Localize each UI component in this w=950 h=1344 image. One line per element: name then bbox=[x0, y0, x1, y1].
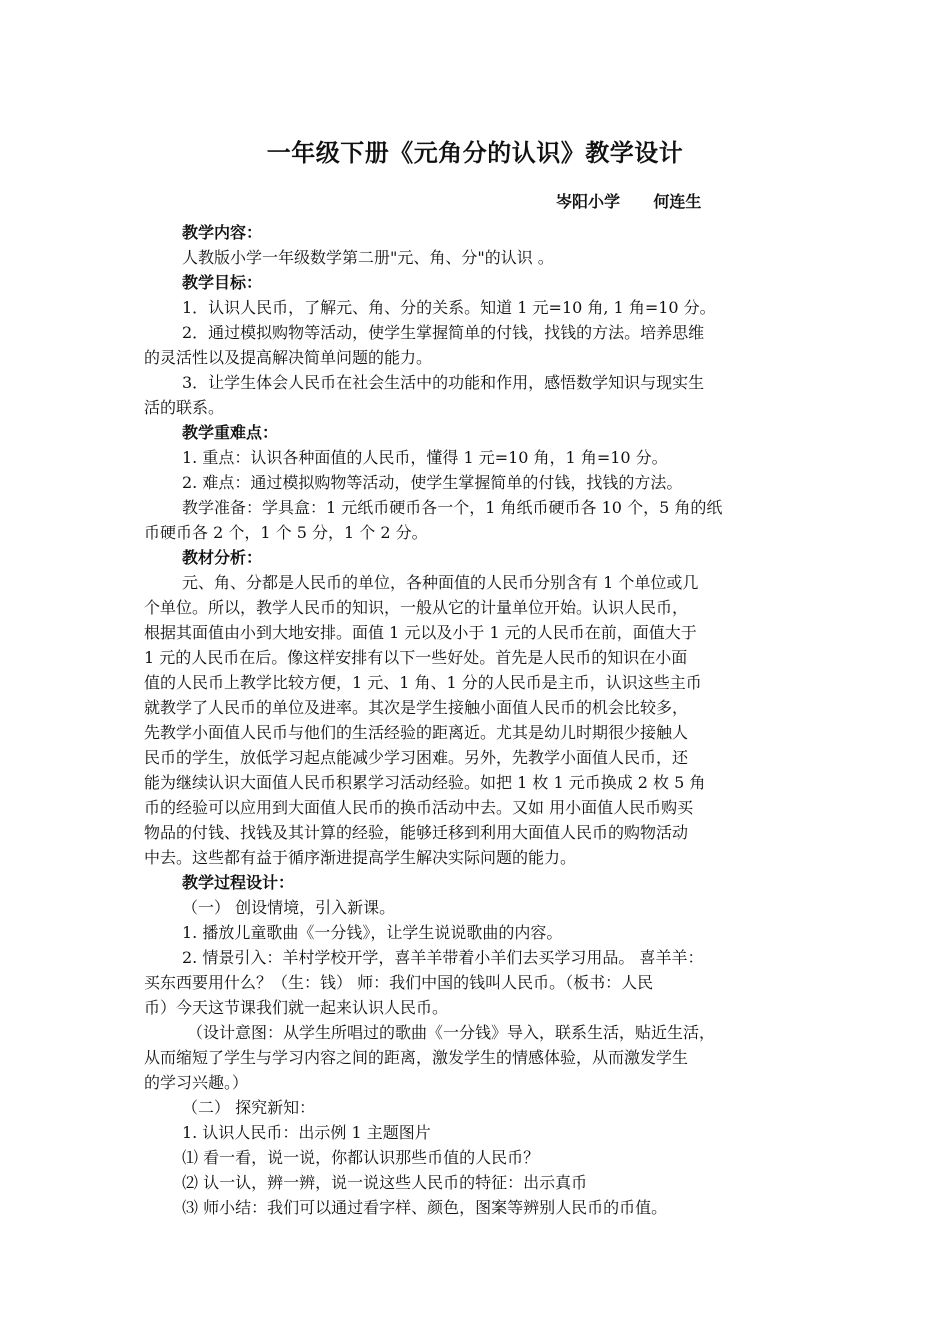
section-heading: 教学重难点： bbox=[182, 423, 279, 442]
section-heading: 教材分析： bbox=[182, 548, 263, 567]
body-line: 先教学小面值人民币与他们的生活经验的距离近。尤其是幼儿时期很少接触人 bbox=[144, 723, 689, 742]
body-line: （设计意图：从学生所唱过的歌曲《一分钱》导入，联系生活，贴近生活， bbox=[187, 1023, 716, 1042]
body-line: 物品的付钱、找钱及其计算的经验，能够迁移到利用大面值人民币的购物活动 bbox=[144, 823, 689, 842]
body-line: 的灵活性以及提高解决简单问题的能力。 bbox=[144, 348, 433, 367]
body-line: 2．通过模拟购物等活动，使学生掌握简单的付钱，找钱的方法。培养思维 bbox=[182, 323, 705, 342]
body-line: 民币的学生，放低学习起点能减少学习困难。另外，先教学小面值人民币，还 bbox=[144, 748, 689, 767]
body-line: 1．认识人民币，了解元、角、分的关系。知道 1 元=10 角, 1 角=10 分。 bbox=[182, 298, 716, 317]
body-line: 的学习兴趣。） bbox=[144, 1073, 249, 1092]
body-line: 值的人民币上教学比较方便，1 元、1 角、1 分的人民币是主币，认识这些主币 bbox=[144, 673, 702, 692]
section-heading: 教学目标： bbox=[182, 273, 263, 292]
body-line: 1. 认识人民币：出示例 1 主题图片 bbox=[182, 1123, 431, 1142]
body-line: 根据其面值由小到大地安排。面值 1 元以及小于 1 元的人民币在前，面值大于 bbox=[144, 623, 697, 642]
body-line: 元、角、分都是人民币的单位，各种面值的人民币分别含有 1 个单位或几 bbox=[182, 573, 699, 592]
body-line: 买东西要用什么？（生：钱） 师：我们中国的钱叫人民币。（板书：人民 bbox=[144, 973, 654, 992]
body-line: 个单位。所以，教学人民币的知识，一般从它的计量单位开始。认识人民币， bbox=[144, 598, 689, 617]
body-line: （二） 探究新知： bbox=[182, 1098, 316, 1117]
body-line: （一） 创设情境，引入新课。 bbox=[182, 898, 396, 917]
body-line: 1. 播放儿童歌曲《一分钱》，让学生说说歌曲的内容。 bbox=[182, 923, 563, 942]
body-line: 就教学了人民币的单位及进率。其次是学生接触小面值人民币的机会比较多， bbox=[144, 698, 689, 717]
body-line: 币）今天这节课我们就一起来认识人民币。 bbox=[144, 998, 449, 1017]
body-line: 2. 情景引入：羊村学校开学，喜羊羊带着小羊们去买学习用品。 喜羊羊： bbox=[182, 948, 704, 967]
body-line: 1 元的人民币在后。像这样安排有以下一些好处。首先是人民币的知识在小面 bbox=[144, 648, 688, 667]
body-line: 1. 重点：认识各种面值的人民币，懂得 1 元=10 角，1 角=10 分。 bbox=[182, 448, 668, 467]
body-line: 人教版小学一年级数学第二册"元、角、分"的认识 。 bbox=[182, 248, 554, 267]
body-line: ⑵ 认一认，辨一辨，说一说这些人民币的特征：出示真币 bbox=[182, 1173, 588, 1192]
body-line: ⑶ 师小结：我们可以通过看字样、颜色，图案等辨别人民币的币值。 bbox=[182, 1198, 668, 1217]
body-line: 能为继续认识大面值人民币积累学习活动经验。如把 1 枚 1 元币换成 2 枚 5 角 bbox=[144, 773, 706, 792]
body-line: 3．让学生体会人民币在社会生活中的功能和作用，感悟数学知识与现实生 bbox=[182, 373, 705, 392]
document-title: 一年级下册《元角分的认识》教学设计 bbox=[266, 139, 684, 167]
body-line: 2. 难点：通过模拟购物等活动，使学生掌握简单的付钱，找钱的方法。 bbox=[182, 473, 683, 492]
body-line: 币硬币各 2 个，1 个 5 分，1 个 2 分。 bbox=[144, 523, 428, 542]
author-line: 岑阳小学 何连生 bbox=[556, 192, 702, 211]
body-line: 中去。这些都有益于循序渐进提高学生解决实际问题的能力。 bbox=[144, 848, 577, 867]
section-heading: 教学过程设计： bbox=[182, 873, 295, 892]
body-line: ⑴ 看一看，说一说，你都认识那些币值的人民币？ bbox=[182, 1148, 540, 1167]
body-line: 活的联系。 bbox=[144, 398, 225, 417]
section-heading: 教学内容： bbox=[182, 223, 263, 242]
document-body bbox=[144, 220, 808, 1220]
body-line: 从而缩短了学生与学习内容之间的距离，激发学生的情感体验，从而激发学生 bbox=[144, 1048, 689, 1067]
body-line: 币的经验可以应用到大面值人民币的换币活动中去。又如 用小面值人民币购买 bbox=[144, 798, 694, 817]
body-line: 教学准备：学具盒：1 元纸币硬币各一个，1 角纸币硬币各 10 个，5 角的纸 bbox=[182, 498, 723, 517]
